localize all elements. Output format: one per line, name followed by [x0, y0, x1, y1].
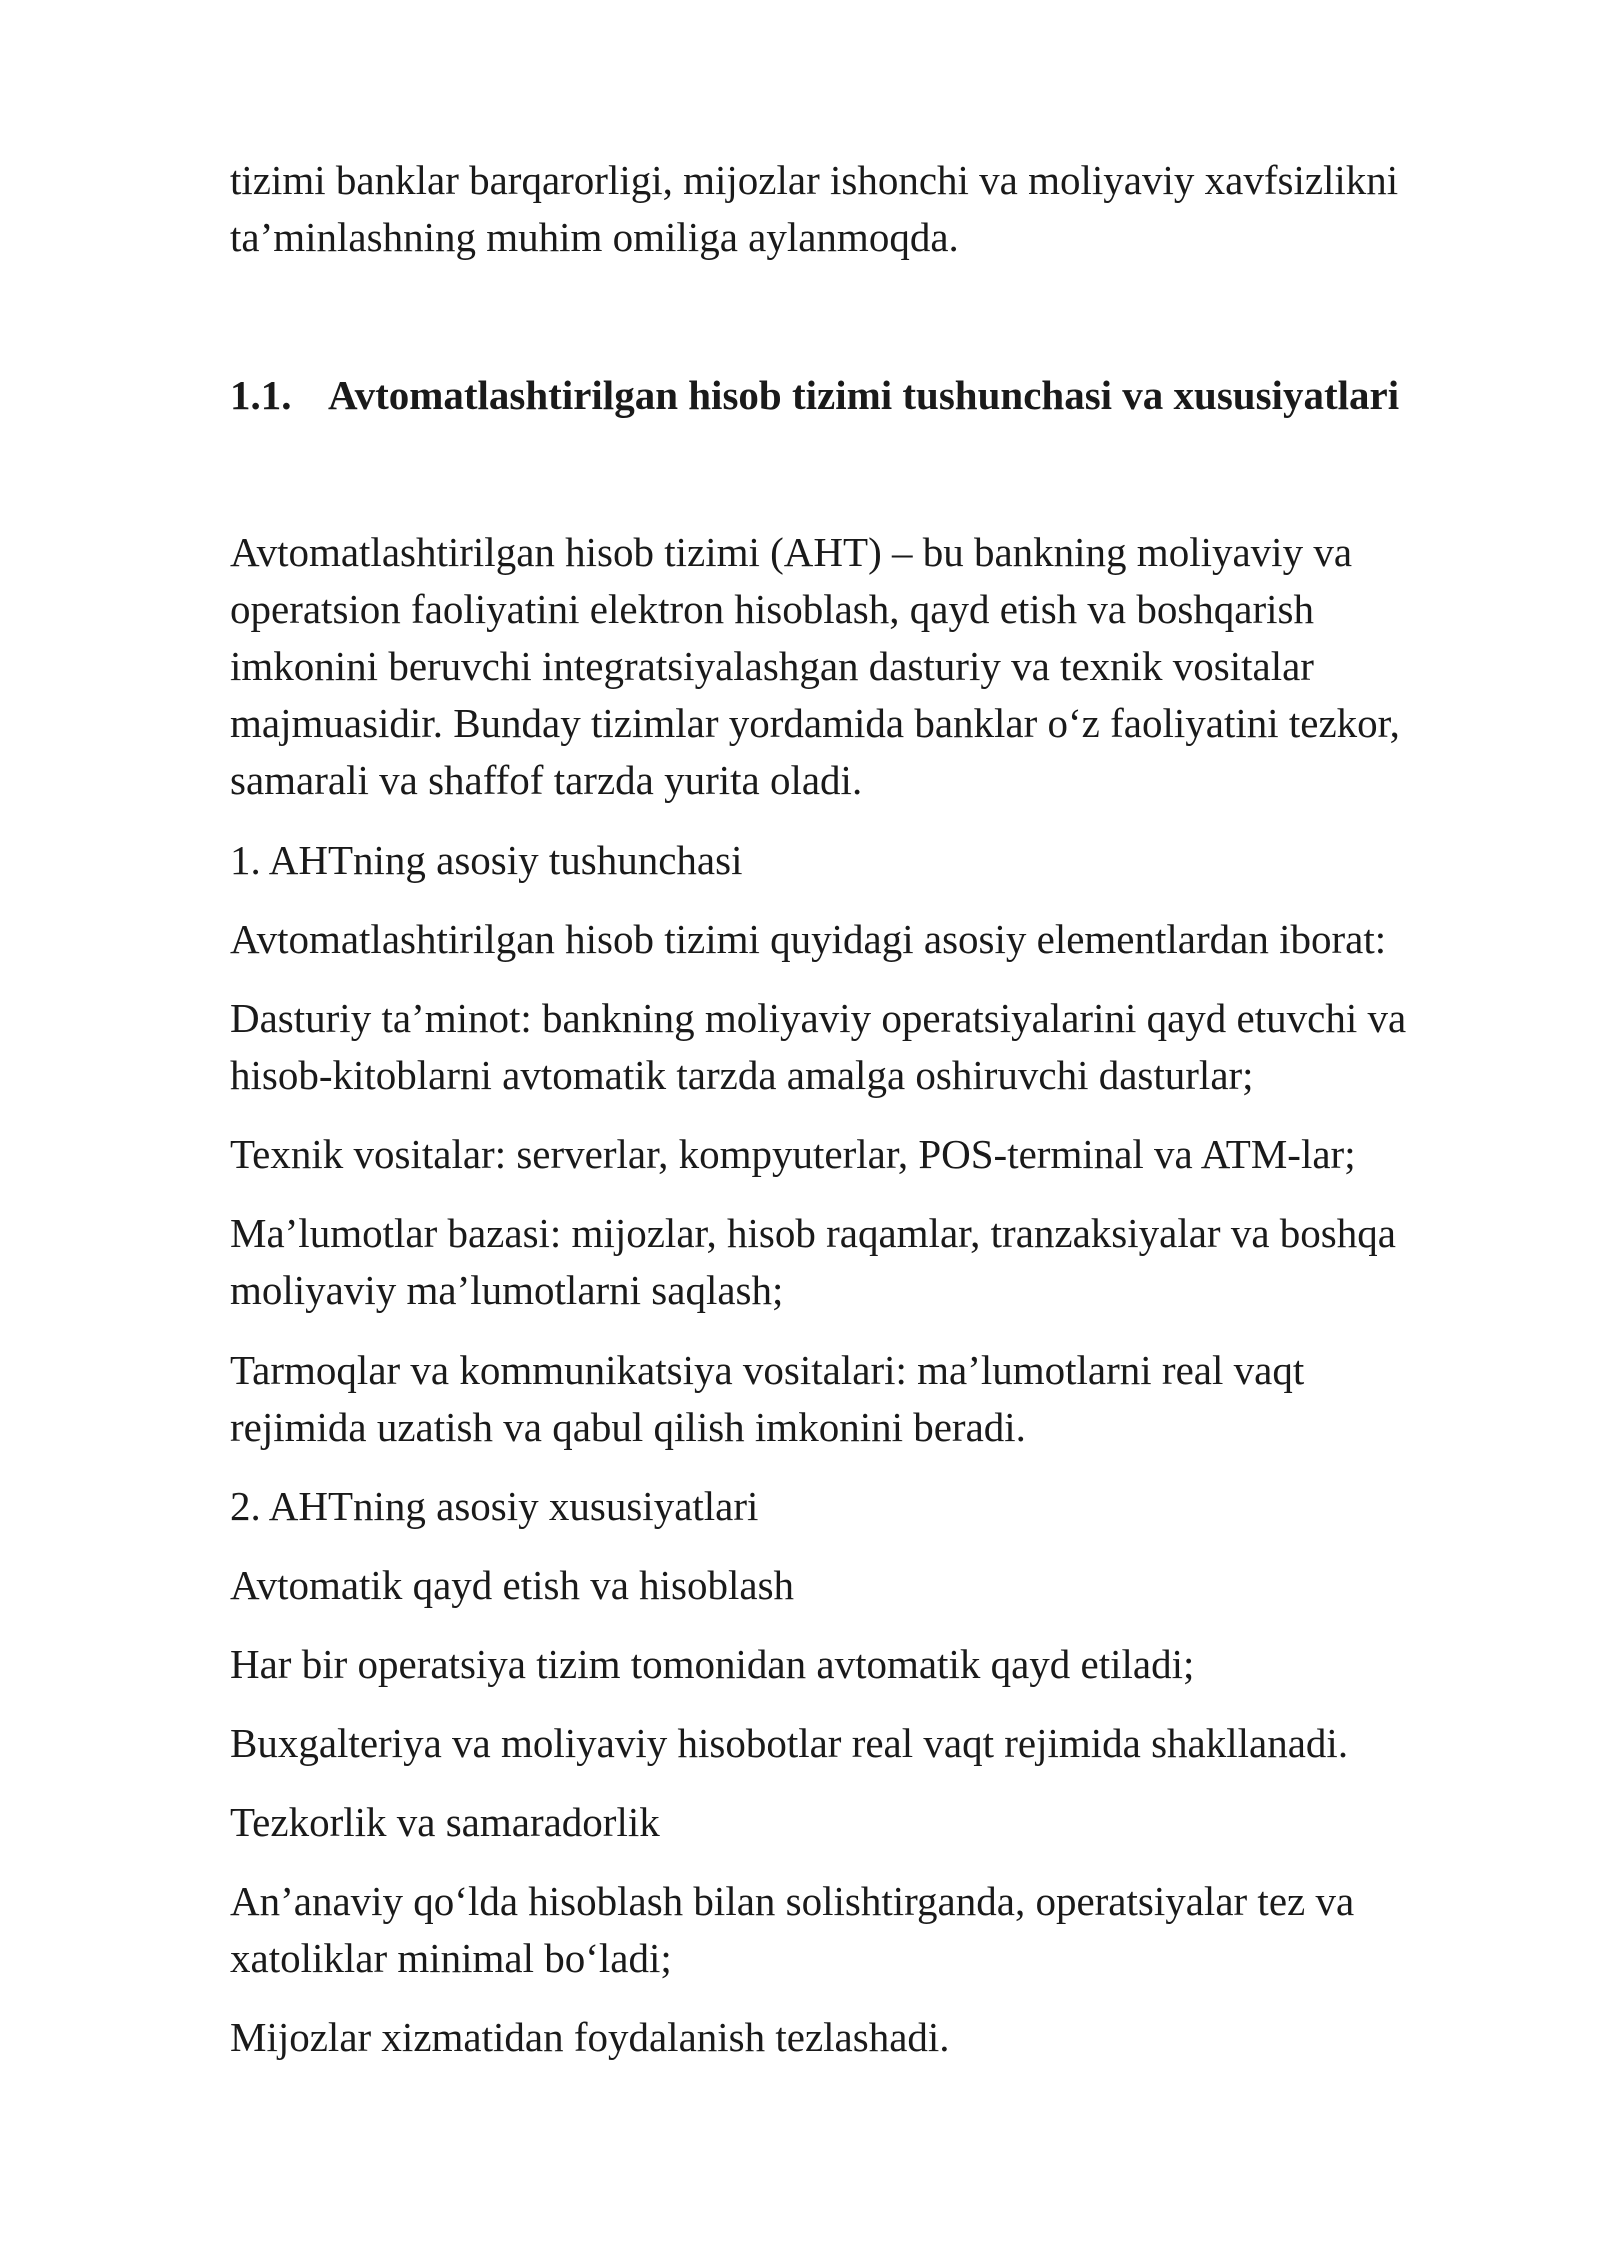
feature-speed-efficiency	[230, 1794, 1480, 1851]
text-line: Buxgalteriya va moliyaviy hisobotlar real vaqt rejimida shakllanadi.	[230, 1720, 1349, 1766]
text-line: Texnik vositalar: serverlar, kompyuterlar, POS-terminal va ATM-lar;	[230, 1131, 1356, 1177]
feature-detail-paragraph	[230, 1636, 1480, 1693]
subheading-features	[230, 1478, 1480, 1535]
feature-detail-paragraph	[230, 1873, 1480, 1987]
feature-automatic-recording	[230, 1557, 1480, 1614]
text-line: Avtomatlashtirilgan hisob tizimi quyidagi asosiy elementlardan iborat:	[230, 916, 1387, 962]
hardware-paragraph	[230, 1126, 1480, 1183]
text-line: 1. AHTning asosiy tushunchasi	[230, 837, 743, 883]
text-line: moliyaviy ma’lumotlarni saqlash;	[230, 1267, 784, 1313]
text-line: hisob-kitoblarni avtomatik tarzda amalga oshiruvchi dasturlar;	[230, 1052, 1254, 1098]
network-paragraph	[230, 1342, 1480, 1456]
text-line: majmuasidir. Bunday tizimlar yordamida banklar o‘z faoliyatini tezkor,	[230, 700, 1400, 746]
text-line: Tezkorlik va samaradorlik	[230, 1799, 660, 1845]
text-line: imkonini beruvchi integratsiyalashgan dasturiy va texnik vositalar	[230, 643, 1314, 689]
text-line: Avtomatik qayd etish va hisoblash	[230, 1562, 795, 1608]
text-line: rejimida uzatish va qabul qilish imkonini beradi.	[230, 1404, 1026, 1450]
feature-detail-paragraph	[230, 1715, 1480, 1772]
text-line: samarali va shaffof tarzda yurita oladi.	[230, 757, 863, 803]
text-line: Mijozlar xizmatidan foydalanish tezlashadi.	[230, 2014, 950, 2060]
intro-paragraph	[230, 152, 1480, 266]
text-line: Har bir operatsiya tizim tomonidan avtomatik qayd etiladi;	[230, 1641, 1195, 1687]
section-number: 1.1.	[230, 372, 292, 418]
section-title: Avtomatlashtirilgan hisob tizimi tushunchasi va xususiyatlari	[328, 372, 1400, 418]
definition-paragraph	[230, 524, 1480, 809]
text-line: Ma’lumotlar bazasi: mijozlar, hisob raqamlar, tranzaksiyalar va boshqa	[230, 1210, 1396, 1256]
text-line: Dasturiy ta’minot: bankning moliyaviy operatsiyalarini qayd etuvchi va	[230, 995, 1407, 1041]
database-paragraph	[230, 1205, 1480, 1319]
text-line: An’anaviy qo‘lda hisoblash bilan solishtirganda, operatsiyalar tez va	[230, 1878, 1355, 1924]
text-line: ta’minlashning muhim omiliga aylanmoqda.	[230, 214, 959, 260]
text-line: tizimi banklar barqarorligi, mijozlar ishonchi va moliyaviy xavfsizlikni	[230, 157, 1399, 203]
software-paragraph	[230, 990, 1480, 1104]
text-line: xatoliklar minimal bo‘ladi;	[230, 1935, 672, 1981]
text-line: Tarmoqlar va kommunikatsiya vositalari: ma’lumotlarni real vaqt	[230, 1347, 1305, 1393]
section-heading	[230, 367, 1480, 424]
text-line: operatsion faoliyatini elektron hisoblash, qayd etish va boshqarish	[230, 586, 1314, 632]
text-line: Avtomatlashtirilgan hisob tizimi (AHT) – bu bankning moliyaviy va	[230, 529, 1353, 575]
elements-intro-paragraph	[230, 911, 1480, 968]
text-line: 2. AHTning asosiy xususiyatlari	[230, 1483, 759, 1529]
subheading-concept	[230, 832, 1480, 889]
feature-detail-paragraph	[230, 2009, 1480, 2066]
